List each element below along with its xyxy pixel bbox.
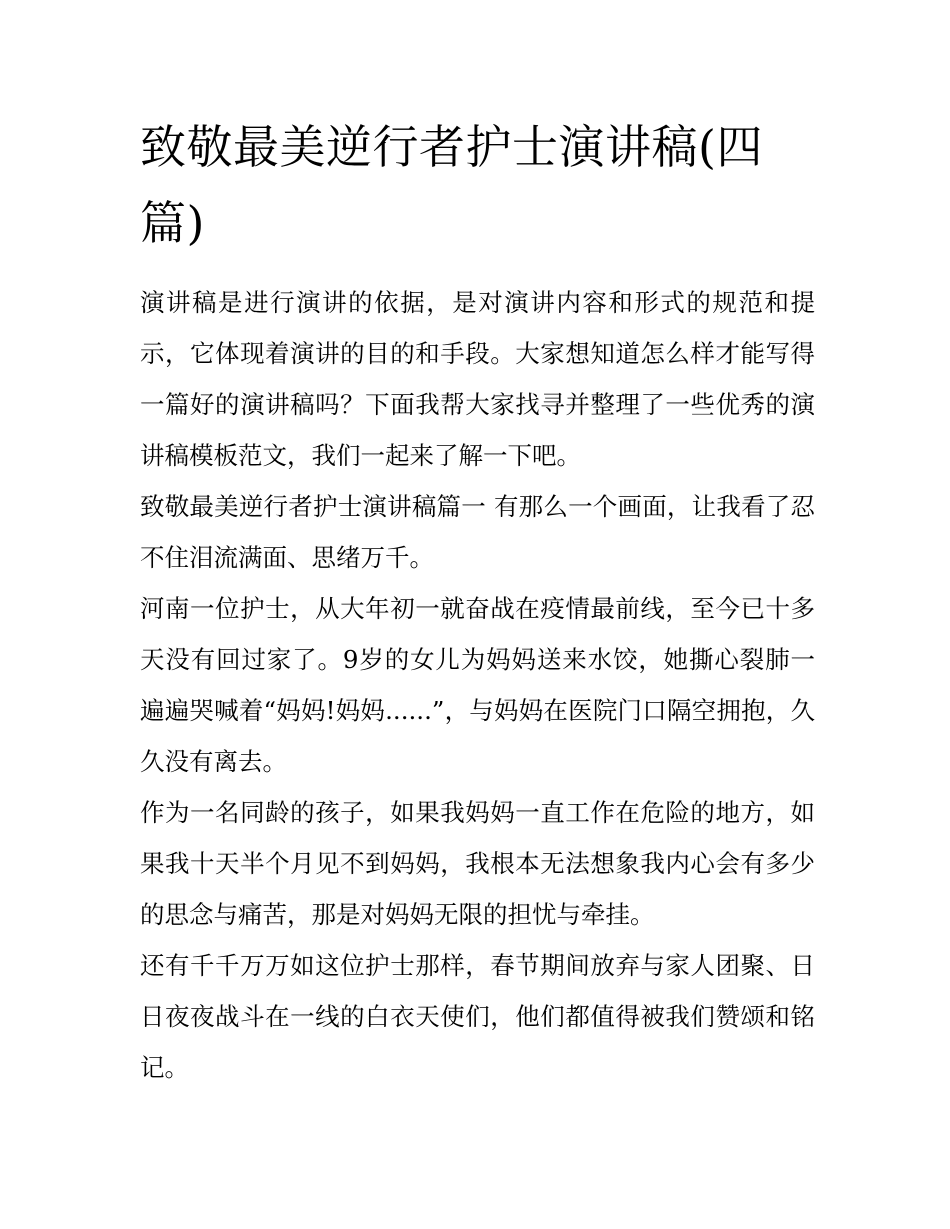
paragraph-henan-nurse: 河南一位护士，从大年初一就奋战在疫情最前线，至今已十多天没有回过家了。9岁的女儿为妈妈送来水饺，她撕心裂肺一遍遍哭喊着“妈妈!妈妈......”，与妈妈在医院门口隔空拥抱，久久没有离去。 — [140, 594, 815, 776]
document-title: 致敬最美逆行者护士演讲稿(四篇) — [140, 120, 763, 250]
paragraph-section-one-opening: 致敬最美逆行者护士演讲稿篇一 有那么一个画面，让我看了忍不住泪流满面、思绪万千。 — [140, 492, 815, 572]
paragraph-intro: 演讲稿是进行演讲的依据，是对演讲内容和形式的规范和提示，它体现着演讲的目的和手段。大家想知道怎么样才能写得一篇好的演讲稿吗？下面我帮大家找寻并整理了一些优秀的演讲稿模板范文，我们一起来了解一下吧。 — [140, 288, 815, 470]
paragraph-white-angels: 还有千千万万如这位护士那样，春节期间放弃与家人团聚、日日夜夜战斗在一线的白衣天使们，他们都值得被我们赞颂和铭记。 — [140, 951, 815, 1082]
paragraph-same-age-child: 作为一名同龄的孩子，如果我妈妈一直工作在危险的地方，如果我十天半个月见不到妈妈，我根本无法想象我内心会有多少的思念与痛苦，那是对妈妈无限的担忧与牵挂。 — [140, 798, 815, 929]
document-body — [140, 277, 815, 1093]
